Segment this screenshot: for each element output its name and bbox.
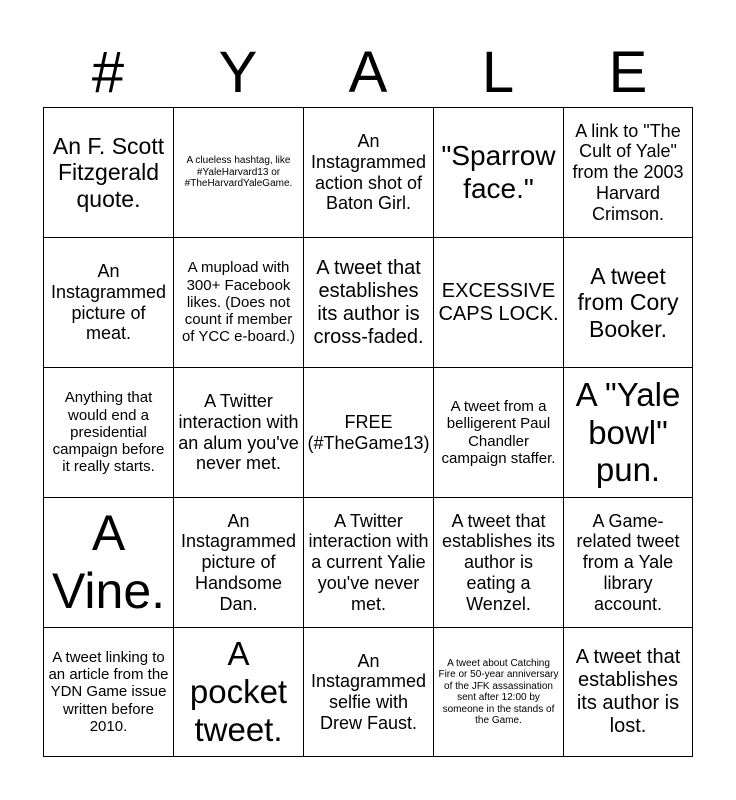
- cell-text: A link to "The Cult of Yale" from the 2003 Harvard Crimson.: [572, 120, 684, 224]
- cell-text: A Twitter interaction with a current Yalie you've never met.: [308, 510, 429, 614]
- free-space-cell[interactable]: [304, 368, 434, 498]
- cell-text: An Instagrammed selfie with Drew Faust.: [310, 650, 427, 733]
- bingo-cell[interactable]: [44, 368, 174, 498]
- free-space-text: FREE (#TheGame13): [307, 411, 430, 453]
- cell-text: A "Yale bowl" pun.: [575, 375, 681, 489]
- header-letter-hash: #: [91, 40, 125, 105]
- bingo-cell[interactable]: [304, 238, 434, 368]
- cell-text: A Vine.: [51, 505, 166, 619]
- bingo-cell[interactable]: [564, 368, 692, 498]
- bingo-cell[interactable]: [304, 498, 434, 628]
- cell-text: A tweet that establishes its author is eating a Wenzel.: [441, 510, 556, 614]
- cell-text: An Instagrammed picture of Handsome Dan.: [180, 510, 297, 614]
- header-letter-l: L: [481, 40, 515, 105]
- cell-text: A tweet about Catching Fire or 50-year anniversary of the JFK assassination sent after 12:00 by someone in the stands of the Game.: [438, 657, 559, 726]
- cell-text: A mupload with 300+ Facebook likes. (Does not count if member of YCC e-board.): [181, 259, 296, 346]
- cell-text: EXCESSIVE CAPS LOCK.: [438, 279, 559, 325]
- cell-text: A tweet that establishes its author is lost.: [575, 646, 681, 737]
- bingo-cell[interactable]: [434, 368, 564, 498]
- bingo-cell[interactable]: [564, 238, 692, 368]
- bingo-cell[interactable]: [174, 368, 304, 498]
- bingo-cell[interactable]: [434, 498, 564, 628]
- header-letter-y: Y: [218, 40, 258, 105]
- bingo-cell[interactable]: [564, 108, 692, 238]
- header-letter-a: A: [348, 40, 388, 105]
- bingo-cell[interactable]: [564, 498, 692, 628]
- bingo-cell[interactable]: [174, 628, 304, 756]
- bingo-cell[interactable]: [304, 108, 434, 238]
- header-letter-e: E: [608, 40, 648, 105]
- bingo-cell[interactable]: [174, 108, 304, 238]
- bingo-cell[interactable]: [434, 628, 564, 756]
- cell-text: A Twitter interaction with an alum you've never met.: [178, 391, 299, 474]
- cell-text: A tweet linking to an article from the YDN Game issue written before 2010.: [48, 648, 169, 735]
- bingo-cell[interactable]: [44, 108, 174, 238]
- bingo-cell[interactable]: [44, 498, 174, 628]
- cell-text: A tweet from a belligerent Paul Chandler campaign staffer.: [441, 398, 556, 467]
- cell-text: A pocket tweet.: [189, 635, 288, 748]
- bingo-cell[interactable]: [434, 108, 564, 238]
- bingo-cell[interactable]: [434, 238, 564, 368]
- cell-text: An F. Scott Fitzgerald quote.: [52, 132, 165, 212]
- bingo-cell[interactable]: [174, 498, 304, 628]
- bingo-cell[interactable]: [44, 238, 174, 368]
- cell-text: A tweet from Cory Booker.: [577, 262, 679, 342]
- cell-text: "Sparrow face.": [441, 140, 556, 204]
- bingo-header: [43, 40, 693, 106]
- bingo-cell[interactable]: [564, 628, 692, 756]
- bingo-cell[interactable]: [44, 628, 174, 756]
- cell-text: A clueless hashtag, like #YaleHarvard13 or #TheHarvardYaleGame.: [184, 155, 293, 190]
- cell-text: Anything that would end a presidential campaign before it really starts.: [52, 389, 165, 476]
- bingo-board: [43, 107, 693, 757]
- cell-text: An Instagrammed picture of meat.: [50, 261, 167, 344]
- cell-text: An Instagrammed action shot of Baton Girl.: [310, 131, 427, 214]
- cell-text: A Game-related tweet from a Yale library account.: [576, 510, 680, 614]
- cell-text: A tweet that establishes its author is cross-faded.: [313, 256, 424, 348]
- bingo-cell[interactable]: [174, 238, 304, 368]
- bingo-cell[interactable]: [304, 628, 434, 756]
